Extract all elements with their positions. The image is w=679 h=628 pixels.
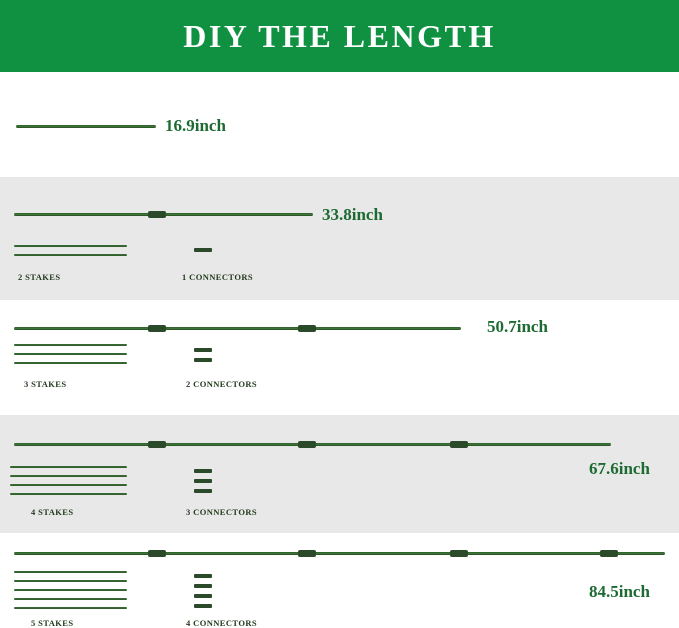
connector-piece xyxy=(194,489,212,493)
stake-line xyxy=(14,571,127,573)
connector-piece xyxy=(194,479,212,483)
pole-connector xyxy=(148,325,166,332)
length-row-3 xyxy=(0,300,679,415)
connector-stack-2 xyxy=(194,248,212,258)
stakes-caption-2: 2 STAKES xyxy=(18,272,61,282)
stake-bundle-3 xyxy=(14,344,127,371)
pole-connector xyxy=(450,441,468,448)
length-label-1: 16.9inch xyxy=(165,116,226,135)
connectors-caption-2: 1 CONNECTORS xyxy=(182,272,254,282)
pole-connector xyxy=(148,211,166,218)
connector-piece xyxy=(194,358,212,362)
header-banner xyxy=(0,0,679,72)
stake-line xyxy=(14,589,127,591)
length-label-5: 84.5inch xyxy=(589,582,650,601)
stakes-caption-5: 5 STAKES xyxy=(31,618,74,628)
pole-connector xyxy=(148,550,166,557)
stake-line xyxy=(14,245,127,247)
pole-segment xyxy=(14,552,665,555)
stake-bundle-4 xyxy=(10,466,127,502)
connectors-caption-4: 3 CONNECTORS xyxy=(186,507,258,517)
connector-piece xyxy=(194,604,212,608)
stake-line xyxy=(10,484,127,486)
connector-stack-5 xyxy=(194,574,212,614)
stake-line xyxy=(14,598,127,600)
pole-connector xyxy=(298,325,316,332)
stake-line xyxy=(10,466,127,468)
pole-connector xyxy=(450,550,468,557)
pole-connector xyxy=(148,441,166,448)
length-label-3: 50.7inch xyxy=(487,317,548,336)
length-row-1 xyxy=(0,72,679,177)
length-row-4 xyxy=(0,415,679,533)
pole-connector xyxy=(298,550,316,557)
page-title: DIY THE LENGTH xyxy=(183,17,496,54)
connector-piece xyxy=(194,584,212,588)
stake-line xyxy=(14,344,127,346)
stake-line xyxy=(14,254,127,256)
connector-piece xyxy=(194,348,212,352)
connector-piece xyxy=(194,574,212,578)
stake-line xyxy=(14,607,127,609)
stakes-caption-3: 3 STAKES xyxy=(24,379,67,389)
length-label-4: 67.6inch xyxy=(589,459,650,478)
length-label-2: 33.8inch xyxy=(322,205,383,224)
stake-bundle-5 xyxy=(14,571,127,616)
stake-bundle-2 xyxy=(14,245,127,263)
connector-piece xyxy=(194,469,212,473)
stake-line xyxy=(10,493,127,495)
connector-stack-3 xyxy=(194,348,212,368)
pole-connector xyxy=(298,441,316,448)
connector-stack-4 xyxy=(194,469,212,499)
length-row-5 xyxy=(0,533,679,628)
connectors-caption-5: 4 CONNECTORS xyxy=(186,618,258,628)
connectors-caption-3: 2 CONNECTORS xyxy=(186,379,258,389)
connector-piece xyxy=(194,594,212,598)
pole-connector xyxy=(600,550,618,557)
stake-line xyxy=(14,580,127,582)
length-row-2 xyxy=(0,177,679,300)
stake-line xyxy=(10,475,127,477)
pole-segment xyxy=(14,327,461,330)
connector-piece xyxy=(194,248,212,252)
stakes-caption-4: 4 STAKES xyxy=(31,507,74,517)
stake-line xyxy=(14,353,127,355)
stake-line xyxy=(14,362,127,364)
pole-segment xyxy=(16,125,156,128)
